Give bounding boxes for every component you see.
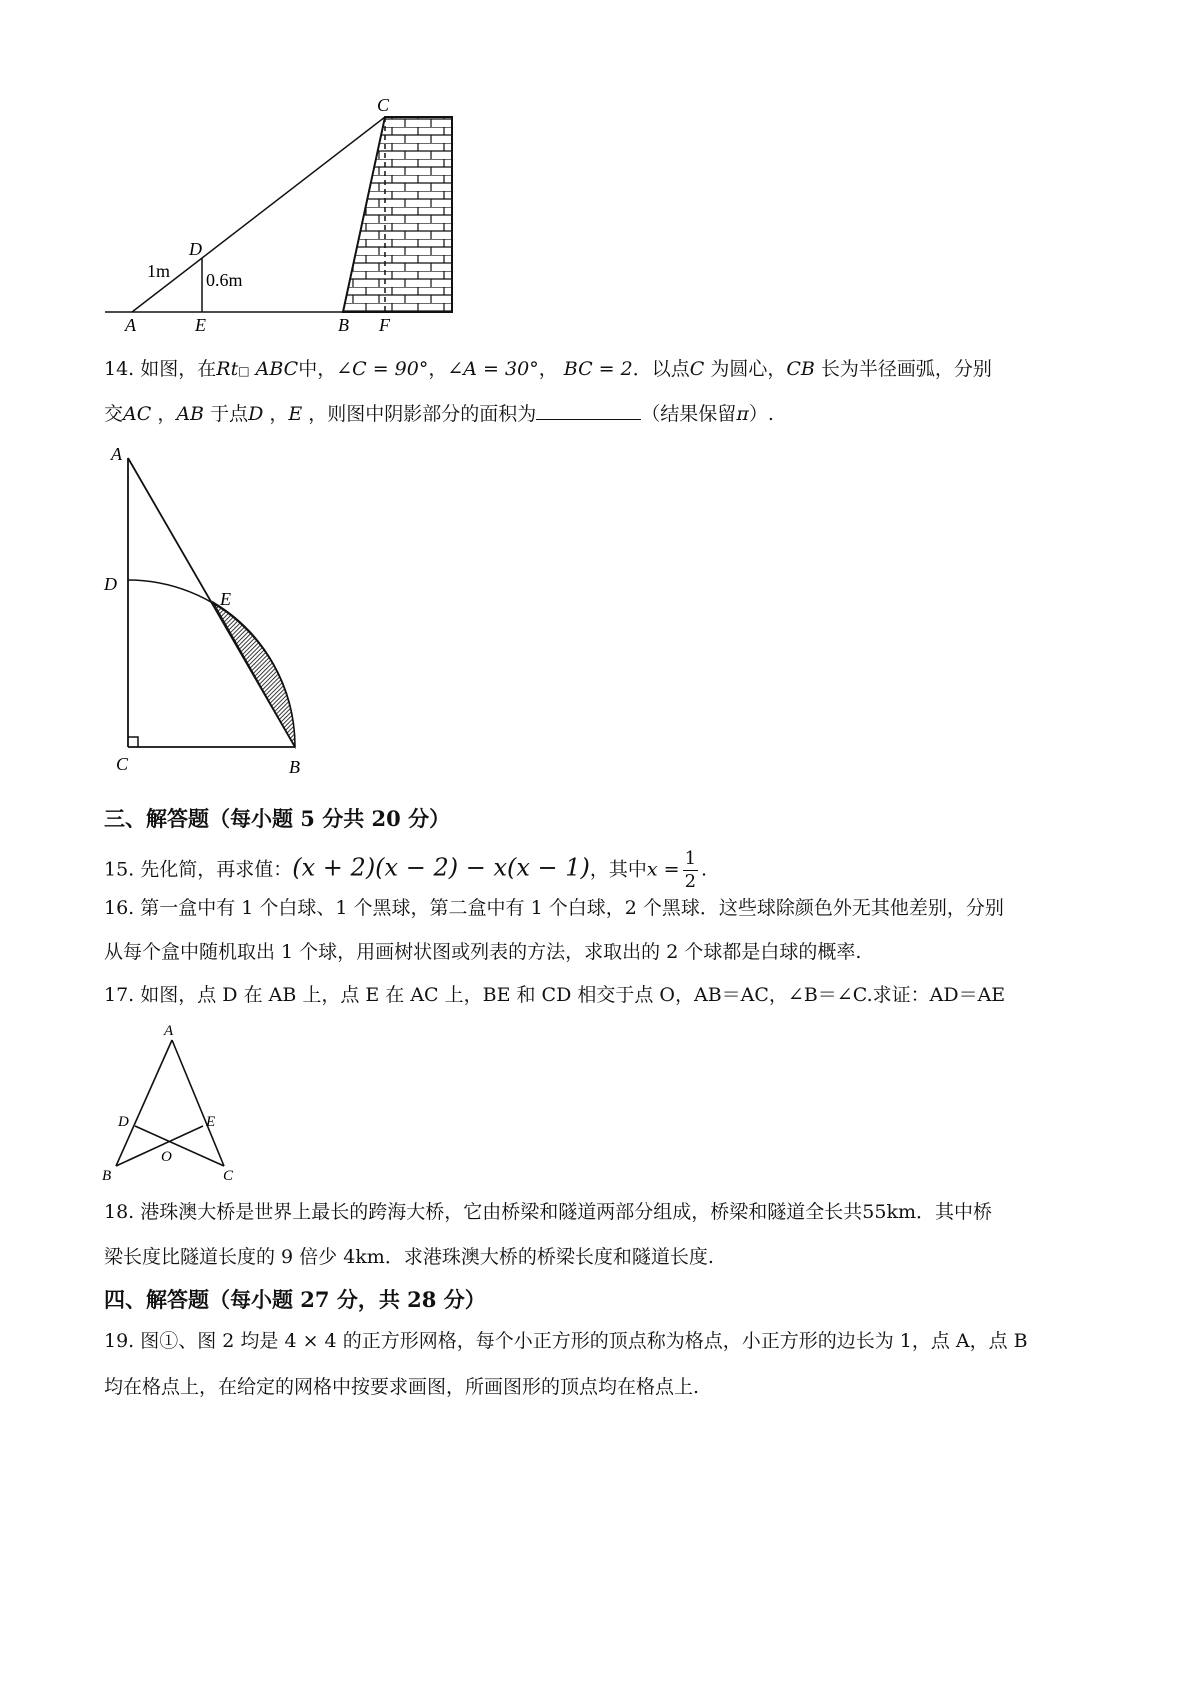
label-a: A [111,444,122,464]
question-15: 15. 先化简，再求值：(x + 2)(x − 2) − x(x − 1)，其中x = $\frac{1}{2}$ . [104,848,708,892]
answer-blank[interactable] [536,403,641,420]
q15-number: 15. [104,858,135,881]
question-14-line2: 交AC ，AB 于点D ，E ，则图中阴影部分的面积为 （结果保留π）. [104,403,774,425]
label-e: E [206,1114,216,1130]
label-f: F [379,315,390,335]
label-a: A [125,315,136,335]
label-c: C [223,1168,234,1184]
question-14-line1: 14. 如图，在Rt□ ABC中，∠C = 90°，∠A = 30°， BC = 2．以点C 为圆心，CB 长为半径画弧，分别 [104,358,992,380]
label-a: A [164,1023,174,1039]
label-d: D [118,1114,129,1130]
segment-be [116,1126,203,1166]
question-18-line1: 18. 港珠澳大桥是世界上最长的跨海大桥，它由桥梁和隧道两部分组成，桥梁和隧道全长共55km．其中桥 [104,1201,992,1223]
side-ab [116,1040,172,1166]
label-d: D [104,574,117,594]
label-1m: 1m [147,261,171,281]
question-17: 17. 如图，点 D 在 AB 上，点 E 在 AC 上，BE 和 CD 相交于点 O，AB＝AC，∠B＝∠C.求证：AD＝AE [104,984,1006,1006]
label-b: B [102,1168,112,1184]
section-3-title: 三、解答题（每小题 5 分共 20 分） [104,806,451,831]
label-c: C [377,95,390,115]
label-b: B [289,757,300,777]
q16-number: 16. [104,897,135,919]
fraction-one-half: $\frac{1}{2}$ [684,848,697,892]
question-16-line1: 16. 第一盒中有 1 个白球、1 个黑球，第二盒中有 1 个白球，2 个黑球．这些球除颜色外无其他差别，分别 [104,897,1004,919]
question-19-line2: 均在格点上，在给定的网格中按要求画图，所画图形的顶点均在格点上. [104,1376,700,1398]
q14-number: 14. [104,358,135,380]
label-06m: 0.6m [206,270,243,290]
figure-q14-sector [100,440,340,790]
question-18-line2: 梁长度比隧道长度的 9 倍少 4km．求港珠澳大桥的桥梁长度和隧道长度. [104,1246,714,1268]
question-19-line1: 19. 图①、图 2 均是 4 × 4 的正方形网格，每个小正方形的顶点称为格点，小正方形的边长为 1，点 A，点 B [104,1330,1028,1352]
brick-wall [343,117,452,312]
q19-number: 19. [104,1330,135,1352]
section-4-title: 四、解答题（每小题 27 分，共 28 分） [104,1287,486,1312]
figure-ladder-wall [100,95,500,365]
label-b: B [338,315,349,335]
q17-number: 17. [104,984,135,1006]
right-angle-mark [128,737,138,747]
q18-number: 18. [104,1201,135,1223]
figure-q17-triangle [98,1020,248,1185]
label-o: O [161,1149,172,1165]
ladder-line-ac [132,117,385,312]
q15-expression: (x + 2)(x − 2) − x(x − 1) [292,853,590,882]
question-16-line2: 从每个盒中随机取出 1 个球，用画树状图或列表的方法，求取出的 2 个球都是白球的概率. [104,941,862,963]
label-e: E [220,589,231,609]
label-e: E [195,315,206,335]
label-d: D [189,239,202,259]
side-ac [172,1040,224,1166]
label-c: C [116,754,129,774]
